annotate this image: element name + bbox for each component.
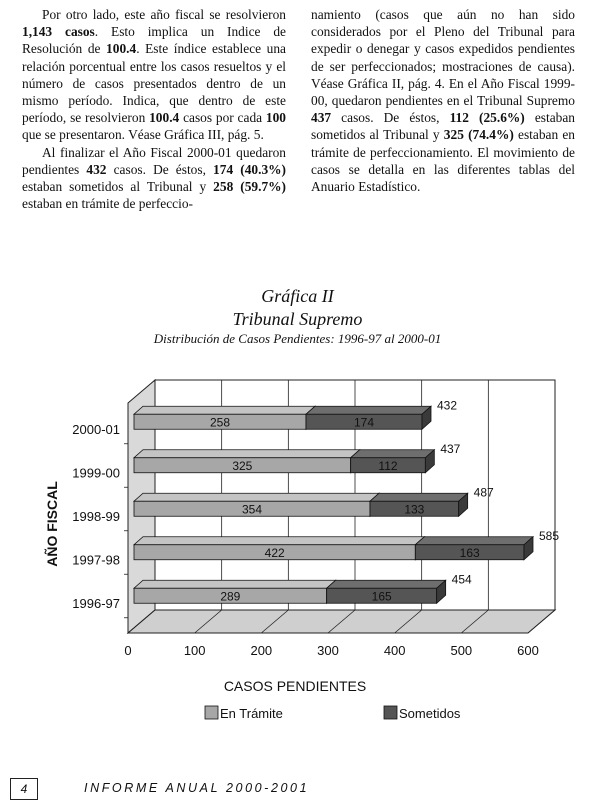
x-tick-label: 500 bbox=[450, 643, 473, 658]
x-tick-label: 100 bbox=[183, 643, 206, 658]
x-tick-label: 0 bbox=[124, 643, 132, 658]
data-label-en-tramite: 325 bbox=[232, 458, 253, 473]
report-title: INFORME ANUAL 2000-2001 bbox=[84, 781, 310, 795]
x-axis-title: CASOS PENDIENTES bbox=[223, 678, 367, 694]
bar-en-tramite-top bbox=[134, 580, 336, 588]
chart-subtitle: Tribunal Supremo bbox=[232, 309, 363, 329]
data-label-total: 454 bbox=[451, 572, 472, 587]
legend-swatch bbox=[205, 706, 218, 719]
bar-en-tramite-top bbox=[134, 493, 379, 501]
right-paragraph: namiento (casos que aún no han sido considerados por el Pleno del Tribunal para expedir o denegar y casos expedidos pendientes de ser perfeccionados; mostraciones de causa). Véase Gráfica II, pág. 4. En el Año Fiscal 1999-00, quedaron pendientes en el Tribunal Supremo 437 casos. De éstos, 112 (25.6%) estaban sometidos al Tribunal y 325 (74.4%) estaban en trámite de perfeccionamiento. El movimiento de casos se detalla en las diferentes tablas del Anuario Estadístico. bbox=[311, 7, 575, 195]
data-label-sometidos: 112 bbox=[378, 458, 398, 473]
y-tick-label: 2000-01 bbox=[72, 421, 120, 437]
data-label-en-tramite: 422 bbox=[264, 545, 285, 560]
bar-sometidos-top bbox=[370, 493, 468, 501]
y-tick-label: 1998-99 bbox=[72, 508, 120, 524]
bar-sometidos-top bbox=[306, 406, 431, 414]
left-paragraph-2: Al finalizar el Año Fiscal 2000-01 quedaron pendientes 432 casos. De éstos, 174 (40.3%) estaban sometidos al Tribunal y 258 (59.7%) estaban en trámite de perfeccio- bbox=[22, 144, 286, 212]
data-label-en-tramite: 354 bbox=[241, 502, 263, 517]
bar-sometidos-top bbox=[351, 450, 435, 458]
y-tick-label: 1999-00 bbox=[72, 465, 120, 481]
data-label-sometidos: 165 bbox=[371, 589, 392, 604]
legend-label: En Trámite bbox=[220, 706, 283, 721]
bar-en-tramite-top bbox=[134, 537, 424, 545]
data-label-total: 585 bbox=[539, 528, 560, 543]
y-axis-title: AÑO FISCAL bbox=[44, 481, 60, 567]
page-number: 4 bbox=[10, 778, 38, 800]
bar-sometidos-top bbox=[327, 580, 446, 588]
legend-swatch bbox=[384, 706, 397, 719]
x-tick-label: 300 bbox=[317, 643, 339, 658]
y-tick-label: 1997-98 bbox=[72, 552, 120, 568]
x-tick-label: 400 bbox=[383, 643, 406, 658]
left-paragraph-1: Por otro lado, este año fiscal se resolvieron 1,143 casos. Esto implica un Indice de Resolución de 100.4. Este índice establece una relación porcentual entre los casos resueltos y el número de casos presentados dentro de un mismo período. Indica, que dentro de este período, se resolvieron 100.4 casos por cada 100 que se presentaron. Véase Gráfica III, pág. 5. bbox=[22, 7, 287, 143]
bar-sometidos-top bbox=[415, 537, 533, 545]
bar-en-tramite-top bbox=[134, 450, 360, 458]
y-tick-label: 1996-97 bbox=[72, 595, 120, 611]
legend-label: Sometidos bbox=[399, 706, 461, 721]
bar-en-tramite-top bbox=[134, 406, 315, 414]
data-label-sometidos: 174 bbox=[353, 415, 375, 430]
data-label-total: 432 bbox=[437, 398, 458, 413]
data-label-en-tramite: 289 bbox=[220, 589, 241, 604]
chart-title: Gráfica II bbox=[261, 286, 334, 306]
data-label-sometidos: 133 bbox=[404, 502, 425, 517]
data-label-en-tramite: 258 bbox=[209, 415, 231, 430]
data-label-total: 437 bbox=[440, 441, 461, 456]
x-tick-label: 200 bbox=[250, 643, 273, 658]
x-tick-label: 600 bbox=[517, 643, 539, 658]
chart-caption: Distribución de Casos Pendientes: 1996-97 al 2000-01 bbox=[153, 331, 442, 346]
data-label-total: 487 bbox=[473, 485, 494, 500]
data-label-sometidos: 163 bbox=[459, 545, 480, 560]
